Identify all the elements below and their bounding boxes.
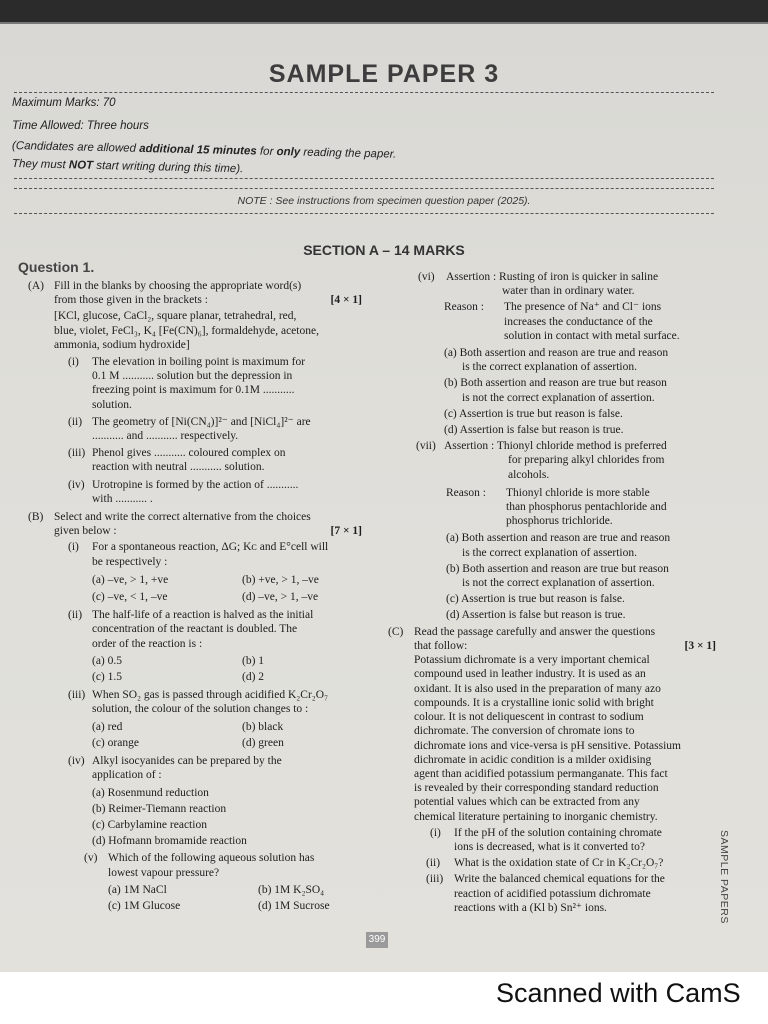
option: (d) Assertion is false but reason is true. — [446, 609, 626, 622]
text-line: freezing point is maximum for 0.1M ........... — [92, 384, 295, 397]
left-column — [28, 279, 362, 913]
question-c-i — [388, 826, 716, 854]
page-number: 399 — [366, 932, 388, 948]
question-b-vi — [388, 270, 716, 298]
question-c-ii — [388, 856, 716, 870]
question-a-iv — [28, 478, 362, 506]
part-b-label: (B) — [28, 511, 44, 524]
instruction-line-2: They must NOT start writing during this time). — [11, 158, 244, 176]
text-line: reactions with a (Kl b) Sn²⁺ ions. — [454, 901, 607, 914]
reason-label: Reason : — [444, 301, 484, 314]
text-line: If the pH of the solution containing chromate — [454, 826, 662, 839]
text-line: The geometry of [Ni(CN₄)]²⁻ and [NiCl₄]²⁻ are — [92, 415, 311, 428]
divider — [14, 188, 714, 189]
text-line: reaction of acidified potassium dichromate — [454, 887, 651, 900]
part-a-label: (A) — [28, 280, 44, 292]
text-line: For a spontaneous reaction, ΔG; Kᴄ and E°cell will — [92, 541, 329, 554]
question-c-iii — [388, 872, 716, 915]
text-line: Alkyl isocyanides can be prepared by the — [92, 755, 282, 768]
option: (d) 2 — [242, 671, 265, 684]
side-tab-label: SAMPLE PAPERS — [718, 830, 730, 924]
option: (b) Both assertion and reason are true but reason — [444, 377, 667, 390]
text-line: phosphorus trichloride. — [506, 515, 613, 528]
text-line: than phosphorus pentachloride and — [506, 501, 667, 514]
text-line: application of : — [92, 769, 162, 782]
right-column — [388, 270, 716, 915]
text-line: increases the conductance of the — [504, 315, 653, 328]
text-line: given below : — [54, 525, 117, 538]
options-b-ii — [28, 654, 362, 684]
text-line: Thionyl chloride is more stable — [506, 486, 650, 499]
time-allowed: Time Allowed: Three hours — [12, 120, 149, 132]
divider — [14, 178, 714, 179]
text-line: for preparing alkyl chlorides from — [508, 454, 665, 467]
option: (c) 1M Glucose — [108, 899, 181, 912]
text-line: The elevation in boiling point is maximum for — [92, 356, 306, 369]
text-line: is not the correct explanation of assertion. — [462, 391, 655, 404]
question-b-v — [28, 851, 362, 879]
option: (b) +ve, > 1, –ve — [242, 573, 319, 586]
side-tab — [716, 830, 734, 930]
option: (b) Both assertion and reason are true but reason — [446, 562, 669, 575]
option: (a) red — [92, 720, 123, 733]
text-line: Urotropine is formed by the action of ........... — [92, 478, 299, 491]
question-a-i — [28, 355, 362, 412]
text-line: is the correct explanation of assertion. — [462, 546, 637, 559]
part-c-label: (C) — [388, 625, 404, 638]
page-title: SAMPLE PAPER 3 — [268, 60, 500, 88]
option: (c) Carbylamine reaction — [92, 818, 207, 831]
item-label: (iv) — [68, 755, 85, 768]
text-line: is not the correct explanation of assertion. — [462, 577, 655, 590]
option: (d) 1M Sucrose — [258, 899, 330, 912]
text-line: When SO₂ gas is passed through acidified K₂Cr₂O₇ — [92, 689, 329, 702]
text-line: from those given in the brackets : — [54, 294, 208, 307]
passage-line: dichromate in acidic condition is a milder oxidising — [414, 753, 652, 766]
part-a — [28, 279, 362, 307]
text-line: Read the passage carefully and answer the questions — [414, 625, 656, 638]
text-line: reaction with neutral ........... solution. — [92, 461, 265, 474]
text-line: Select and write the correct alternative from the choices — [54, 511, 311, 524]
question-a-ii — [28, 415, 362, 443]
option: (a) Both assertion and reason are true and reason — [444, 347, 669, 360]
text-line: ammonia, sodium hydroxide] — [54, 338, 190, 351]
option: (d) Hofmann bromamide reaction — [92, 835, 247, 848]
reason-vii — [388, 486, 716, 529]
text-line: solution. — [92, 398, 132, 411]
option: (b) 1 — [242, 654, 265, 667]
text-line: is the correct explanation of assertion. — [462, 361, 637, 374]
option: (b) 1M K₂SO₄ — [258, 883, 325, 896]
question-b-iii — [28, 688, 362, 716]
text-line: 0.1 M ........... solution but the depression in — [92, 370, 293, 383]
text-line: with ........... . — [92, 492, 153, 505]
text-line: be respectively : — [92, 555, 168, 568]
option: (c) 1.5 — [92, 671, 123, 684]
text-line: solution, the colour of the solution changes to : — [92, 703, 309, 716]
part-c — [388, 625, 716, 654]
item-label: (i) — [68, 541, 79, 554]
option: (d) –ve, > 1, –ve — [242, 591, 319, 604]
options-b-vii — [388, 531, 716, 622]
option: (d) Assertion is false but reason is true. — [444, 424, 624, 437]
note-line: NOTE : See instructions from specimen question paper (2025). — [237, 195, 531, 207]
passage-line: compounds. It is a crystalline ionic solid with bright — [414, 696, 654, 709]
item-label: (ii) — [68, 415, 83, 428]
text-line: What is the oxidation state of Cr in K₂Cr₂O₇? — [454, 857, 664, 870]
options-b-i — [28, 573, 362, 604]
option: (c) Assertion is true but reason is false. — [446, 593, 625, 606]
text-line: The half-life of a reaction is halved as the initial — [92, 609, 314, 622]
question-b-iv — [28, 754, 362, 782]
question-b-ii — [28, 608, 362, 651]
passage-line: Potassium dichromate is a very important chemical — [414, 654, 650, 667]
passage-line: is revealed by their corresponding standard reduction — [414, 782, 659, 795]
passage-line: agent than acidified potassium permanganate. This fact — [414, 767, 668, 780]
item-label: (iii) — [426, 873, 444, 886]
text-line: Fill in the blanks by choosing the appropriate word(s) — [54, 280, 302, 292]
item-label: (iii) — [68, 689, 86, 702]
item-label: (ii) — [426, 857, 441, 870]
text-line: Write the balanced chemical equations for the — [454, 873, 665, 886]
option: (a) 1M NaCl — [108, 883, 167, 896]
option: (d) green — [242, 736, 284, 749]
passage-line: potential values which can be extracted from any — [414, 796, 640, 809]
text-line: lowest vapour pressure? — [108, 866, 220, 879]
scanner-watermark: Scanned with CamS — [496, 978, 741, 1008]
marks: [3 × 1] — [684, 640, 716, 653]
options-b-iii — [28, 720, 362, 750]
passage-line: dichromate ions and vice-versa is pH sensitive. Potassium — [414, 739, 682, 752]
reason-vi — [388, 300, 716, 343]
item-label: (i) — [68, 356, 79, 369]
text-line: ........... and ........... respectively. — [92, 430, 239, 443]
marks: [4 × 1] — [330, 294, 362, 307]
option: (b) black — [242, 720, 284, 733]
question-b-i — [28, 540, 362, 568]
options-b-v — [28, 883, 362, 913]
question-a-iii — [28, 446, 362, 474]
item-label: (vii) — [416, 440, 436, 453]
text-line: water than in ordinary water. — [502, 285, 635, 298]
text-line: alcohols. — [508, 468, 550, 481]
option: (b) Reimer-Tiemann reaction — [92, 802, 227, 815]
item-label: (ii) — [68, 609, 83, 622]
passage-line: dichromate. The conversion of chromate ions to — [414, 725, 635, 738]
option: (c) –ve, < 1, –ve — [92, 591, 168, 604]
text-line: Which of the following aqueous solution has — [108, 852, 315, 865]
item-label: (v) — [84, 852, 98, 865]
word-bank — [28, 309, 362, 352]
text-line: order of the reaction is : — [92, 637, 203, 650]
question-b-vii — [388, 439, 716, 482]
passage-line: chemical literature pertaining to inorganic chemistry. — [414, 810, 658, 823]
assertion: Assertion : Rusting of iron is quicker in saline — [446, 271, 659, 283]
assertion: Assertion : Thionyl chloride method is preferred — [444, 440, 667, 453]
divider — [14, 213, 714, 214]
item-label: (iv) — [68, 478, 85, 491]
item-label: (iii) — [68, 447, 86, 460]
option: (a) –ve, > 1, +ve — [92, 573, 169, 586]
text-line: ions is decreased, what is it converted to? — [454, 840, 645, 853]
item-label: (i) — [430, 826, 441, 839]
passage — [388, 653, 716, 823]
passage-line: compound used in leather industry. It is used as an — [414, 668, 646, 681]
max-marks: Maximum Marks: 70 — [12, 97, 116, 109]
divider — [14, 92, 714, 93]
text-line: Phenol gives ........... coloured complex on — [92, 447, 286, 460]
option: (c) orange — [92, 736, 139, 749]
option: (a) 0.5 — [92, 654, 123, 667]
text-line: The presence of Na⁺ and Cl⁻ ions — [504, 301, 662, 314]
text-line: concentration of the reactant is doubled. The — [92, 623, 298, 636]
option: (c) Assertion is true but reason is false. — [444, 407, 623, 420]
text-line: solution in contact with metal surface. — [504, 329, 680, 342]
question-heading: Question 1. — [18, 259, 95, 275]
option: (a) Rosenmund reduction — [92, 786, 209, 799]
text-line: blue, violet, FeCl₃, K₄ [Fe(CN)₆], formaldehyde, acetone, — [54, 324, 319, 337]
top-dark-edge — [0, 0, 768, 26]
text-line: [KCl, glucose, CaCl₂, square planar, tetrahedral, red, — [54, 310, 297, 323]
instruction-line-1: (Candidates are allowed additional 15 minutes for only reading the paper. — [11, 140, 397, 161]
part-b — [28, 510, 362, 538]
reason-label: Reason : — [446, 486, 486, 499]
marks: [7 × 1] — [330, 525, 362, 538]
text-line: that follow: — [414, 639, 468, 652]
option: (a) Both assertion and reason are true and reason — [446, 532, 671, 545]
item-label: (vi) — [418, 271, 435, 283]
passage-line: oxidant. It is also used in the preparation of many azo — [414, 682, 661, 695]
passage-line: colour. It is not deliquescent in contrast to sodium — [414, 711, 644, 724]
section-heading: SECTION A – 14 MARKS — [303, 242, 465, 258]
options-b-vi — [388, 346, 716, 437]
options-b-iv — [28, 786, 362, 849]
